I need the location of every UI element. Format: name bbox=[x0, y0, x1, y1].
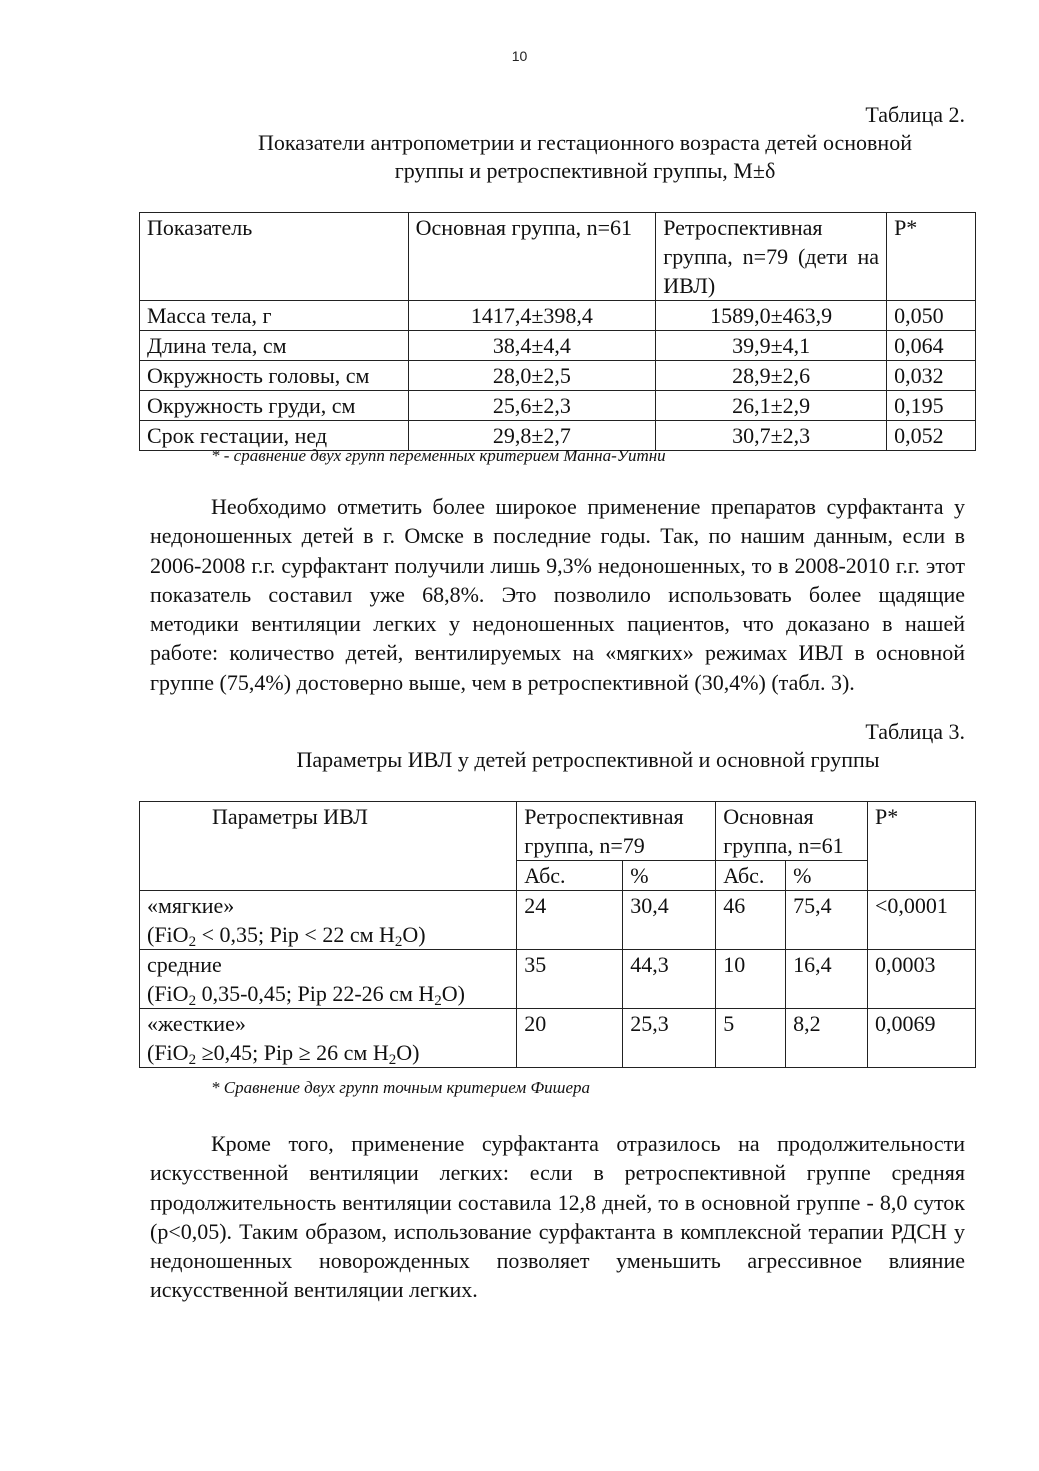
table2-row-main: 25,6±2,3 bbox=[408, 391, 656, 421]
table2-row-name: Окружность груди, см bbox=[140, 391, 409, 421]
table3-row-p: 0,0069 bbox=[868, 1009, 976, 1068]
table-row bbox=[140, 301, 976, 331]
table3-row-name: средние bbox=[147, 952, 222, 977]
table3-row-main-pct: 75,4 bbox=[786, 891, 868, 950]
page-number: 10 bbox=[511, 48, 528, 64]
table-row bbox=[140, 1009, 976, 1068]
table2-header-main-group: Основная группа, n=61 bbox=[408, 213, 656, 301]
body-paragraph-1: Необходимо отметить более широкое применение препаратов сурфактанта у недоношенных детей в г. Омске в последние годы. Так, по нашим данным, если в 2006-2008 г.г. сурфактант получили лишь 9,3% недоношенных, то в 2008-2010 г.г. этот показатель составил уже 68,8%. Это позволило использовать более щадящие методики вентиляции легких у недоношенных пациентов, что доказано в нашей работе: количество детей, вентилируемых на «мягких» режимах ИВЛ в основной группе (75,4%) достоверно выше, чем в ретроспективной (30,4%) (табл. 3). bbox=[150, 494, 965, 695]
table2-row-p: 0,052 bbox=[887, 421, 976, 451]
table3-row-main-abs: 46 bbox=[716, 891, 786, 950]
table2-row-retro: 39,9±4,1 bbox=[656, 331, 887, 361]
table3-row-params bbox=[140, 891, 517, 950]
table2-row-main: 38,4±4,4 bbox=[408, 331, 656, 361]
table3-label: Таблица 3. bbox=[865, 719, 965, 744]
table2-footnote: * - сравнение двух групп переменных критерием Манна-Уитни bbox=[211, 446, 666, 465]
table3-header-row bbox=[140, 802, 976, 861]
table3-header-retro-pct: % bbox=[623, 861, 716, 891]
table-row bbox=[140, 891, 976, 950]
table3-header-main-abs: Абс. bbox=[716, 861, 786, 891]
table3-footnote: * Сравнение двух групп точным критерием Фишера bbox=[211, 1078, 591, 1097]
table3-row-name: «мягкие» bbox=[147, 893, 235, 918]
table2-row-main: 1417,4±398,4 bbox=[408, 301, 656, 331]
table2 bbox=[139, 212, 976, 451]
table3-row-main-pct: 8,2 bbox=[786, 1009, 868, 1068]
table3-row-retro-pct: 44,3 bbox=[623, 950, 716, 1009]
table3-row-main-pct: 16,4 bbox=[786, 950, 868, 1009]
table2-title-line1: Показатели антропометрии и гестационного возраста детей основной bbox=[258, 130, 912, 155]
table2-row-p: 0,050 bbox=[887, 301, 976, 331]
table3-row-p: 0,0003 bbox=[868, 950, 976, 1009]
table2-header-retro-group: Ретроспективная группа, n=79 (дети на ИВЛ) bbox=[656, 213, 887, 301]
table2-header-row bbox=[140, 213, 976, 301]
table3-row-p: <0,0001 bbox=[868, 891, 976, 950]
table2-row-retro: 1589,0±463,9 bbox=[656, 301, 887, 331]
table3-row-name: «жесткие» bbox=[147, 1011, 246, 1036]
table-row bbox=[140, 950, 976, 1009]
table2-header-p: P* bbox=[887, 213, 976, 301]
table2-row-p: 0,195 bbox=[887, 391, 976, 421]
table3-row-condition: (FiO$_2$ ≥0,45; Pip ≥ 26 см $H_2O$) bbox=[147, 1040, 420, 1068]
table2-row-name: Срок гестации, нед bbox=[140, 421, 409, 451]
body-paragraph-2: Кроме того, применение сурфактанта отразилось на продолжительности искусственной вентиляции легких: если в ретроспективной группе средняя продолжительность вентиляции составила 12,8 дней, то в основной группе - 8,0 суток (p<0,05). Таким образом, использование сурфактанта в комплексной терапии РДСН у недоношенных новорожденных позволяет уменьшить агрессивное влияние искусственной вентиляции легких. bbox=[150, 1131, 965, 1303]
table3-row-params bbox=[140, 950, 517, 1009]
table3-row-retro-abs: 24 bbox=[517, 891, 623, 950]
table2-row-main: 29,8±2,7 bbox=[408, 421, 656, 451]
table3-row-condition: (FiO$_2$ < 0,35; Pip < 22 см $H_2O$) bbox=[147, 922, 426, 950]
table3-row-condition: (FiO$_2$ 0,35-0,45; Pip 22-26 см $H_2O$) bbox=[147, 981, 465, 1009]
table2-row-name: Длина тела, см bbox=[140, 331, 409, 361]
table3-header-retro-group: Ретроспективная группа, n=79 bbox=[517, 802, 716, 861]
table3-title: Параметры ИВЛ у детей ретроспективной и основной группы bbox=[296, 747, 880, 772]
table3-row-retro-pct: 30,4 bbox=[623, 891, 716, 950]
table2-row-retro: 26,1±2,9 bbox=[656, 391, 887, 421]
table-row bbox=[140, 391, 976, 421]
table2-row-name: Окружность головы, см bbox=[140, 361, 409, 391]
table3-row-main-abs: 10 bbox=[716, 950, 786, 1009]
table-row bbox=[140, 361, 976, 391]
table-row bbox=[140, 331, 976, 361]
table3-header-main-pct: % bbox=[786, 861, 868, 891]
table3-row-params bbox=[140, 1009, 517, 1068]
table2-row-main: 28,0±2,5 bbox=[408, 361, 656, 391]
table3-row-retro-abs: 35 bbox=[517, 950, 623, 1009]
table3-row-main-abs: 5 bbox=[716, 1009, 786, 1068]
table3-header-main-group: Основная группа, n=61 bbox=[716, 802, 868, 861]
table2-label: Таблица 2. bbox=[865, 102, 965, 127]
table3-row-retro-abs: 20 bbox=[517, 1009, 623, 1068]
table2-row-name: Масса тела, г bbox=[140, 301, 409, 331]
table3-header-p: P* bbox=[868, 802, 976, 891]
table2-row-retro: 30,7±2,3 bbox=[656, 421, 887, 451]
table3-header-params: Параметры ИВЛ bbox=[140, 802, 517, 891]
table2-header-indicator: Показатель bbox=[140, 213, 409, 301]
table3 bbox=[139, 801, 976, 1068]
table2-title-line2: группы и ретроспективной группы, М±δ bbox=[394, 158, 776, 183]
table3-header-retro-abs: Абс. bbox=[517, 861, 623, 891]
table2-row-retro: 28,9±2,6 bbox=[656, 361, 887, 391]
table2-row-p: 0,032 bbox=[887, 361, 976, 391]
table3-row-retro-pct: 25,3 bbox=[623, 1009, 716, 1068]
table2-row-p: 0,064 bbox=[887, 331, 976, 361]
